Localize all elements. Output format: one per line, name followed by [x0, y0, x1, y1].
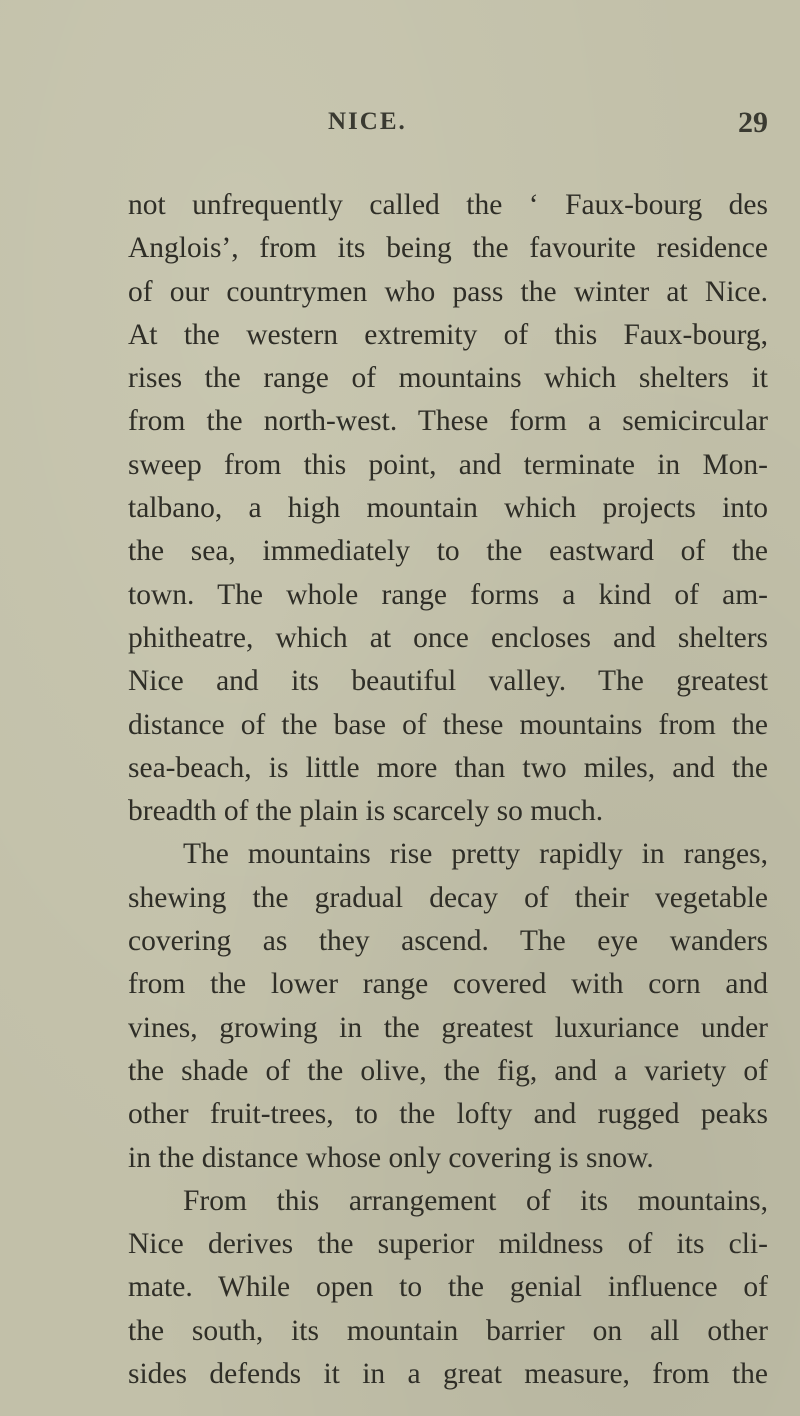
- text-line: the sea, immediately to the eastward of the: [128, 535, 768, 568]
- text-line: from the north-west. These form a semicircular: [128, 405, 768, 438]
- text-line: of our countrymen who pass the winter at Nice.: [128, 275, 768, 308]
- text-line: rises the range of mountains which shelters it: [128, 362, 768, 395]
- text-line: the shade of the olive, the fig, and a variety of: [128, 1054, 768, 1087]
- text-line: At the western extremity of this Faux-bourg,: [128, 318, 768, 351]
- running-head: [0, 108, 800, 142]
- paragraph-start-line: The mountains rise pretty rapidly in ranges,: [183, 838, 768, 871]
- text-line: Nice and its beautiful valley. The greatest: [128, 665, 768, 698]
- paragraph-end-line: in the distance whose only covering is snow.: [128, 1141, 654, 1174]
- text-line: other fruit-trees, to the lofty and rugged peaks: [128, 1098, 768, 1131]
- text-line: distance of the base of these mountains from the: [128, 708, 768, 741]
- text-line: from the lower range covered with corn and: [128, 968, 768, 1001]
- text-line: sides defends it in a great measure, from the: [128, 1358, 768, 1391]
- text-line: shewing the gradual decay of their vegetable: [128, 881, 768, 914]
- text-line: Anglois’, from its being the favourite residence: [128, 232, 768, 265]
- text-line: not unfrequently called the ‘ Faux-bourg des: [128, 189, 768, 221]
- text-line: vines, growing in the greatest luxuriance under: [128, 1011, 768, 1044]
- text-line: sea-beach, is little more than two miles, and the: [128, 751, 768, 784]
- page-number: 29: [738, 106, 768, 139]
- text-line: Nice derives the superior mildness of its cli-: [128, 1228, 768, 1261]
- paragraph-start-line: From this arrangement of its mountains,: [183, 1184, 768, 1217]
- text-line: phitheatre, which at once encloses and shelters: [128, 621, 768, 654]
- text-line: covering as they ascend. The eye wanders: [128, 925, 768, 958]
- body-text: [128, 184, 768, 1396]
- text-line: mate. While open to the genial influence of: [128, 1271, 768, 1304]
- paragraph-end-line: breadth of the plain is scarcely so much.: [128, 795, 604, 828]
- text-line: the south, its mountain barrier on all other: [128, 1314, 768, 1347]
- text-line: talbano, a high mountain which projects into: [128, 492, 768, 525]
- running-title: NICE.: [328, 108, 407, 135]
- text-line: town. The whole range forms a kind of am-: [128, 578, 768, 611]
- text-line: sweep from this point, and terminate in Mon-: [128, 448, 768, 481]
